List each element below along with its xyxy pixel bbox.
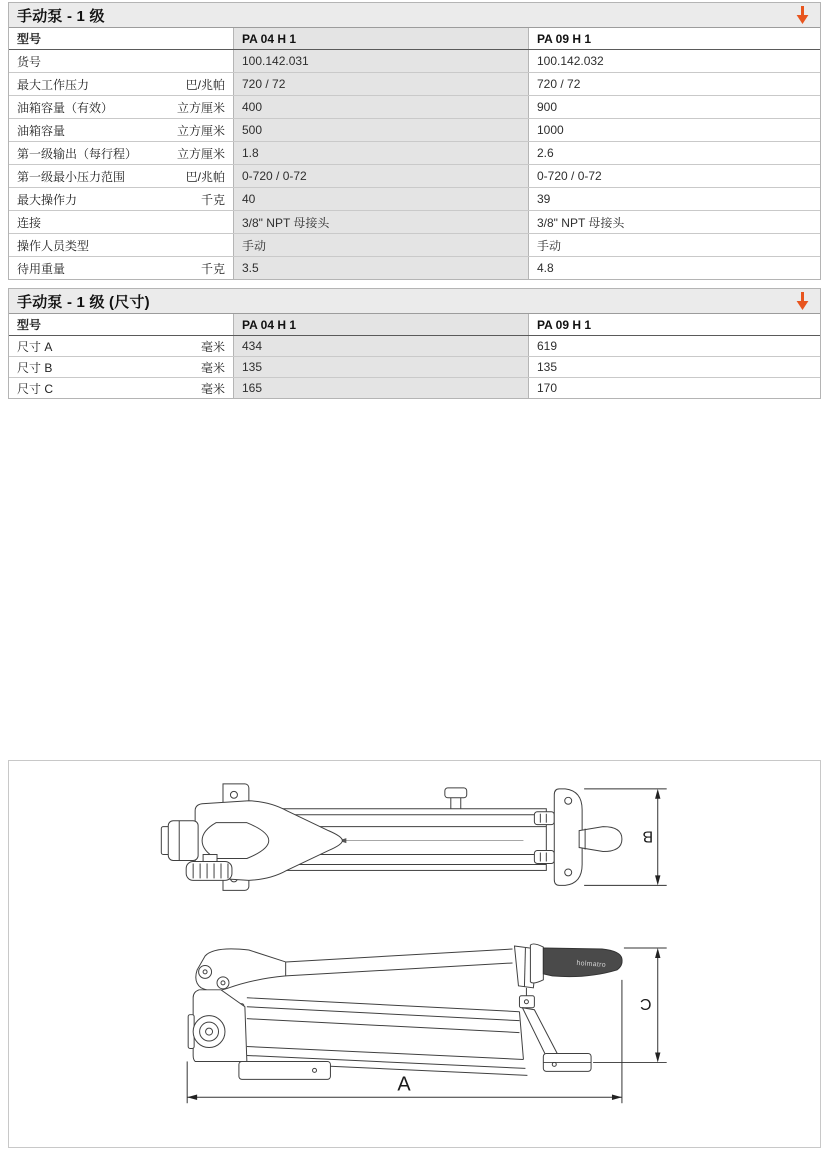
table-header-row (9, 28, 820, 50)
section-header (9, 289, 820, 314)
table-row (9, 378, 820, 398)
spec-value-pa09: 2.6 (537, 146, 554, 160)
spec-label: 油箱容量 (17, 123, 66, 138)
dim-value-pa09: 135 (537, 360, 558, 374)
spec-value-pa09: 720 / 72 (537, 77, 581, 91)
spec-unit: 立方厘米 (176, 123, 225, 138)
table-row (9, 234, 820, 257)
table-row (9, 336, 820, 357)
spec-label: 最大工作压力 (17, 77, 90, 92)
spec-label: 第一级输出（每行程） (17, 146, 138, 161)
table-row (9, 142, 820, 165)
spec-value-pa09: 39 (537, 192, 551, 206)
table-row (9, 165, 820, 188)
pump-side-view (188, 944, 622, 1079)
dim-unit: 毫米 (200, 360, 225, 375)
dim-value-pa04: 165 (233, 378, 529, 398)
dim-unit: 毫米 (200, 339, 225, 354)
dim-value-pa04: 135 (233, 357, 529, 377)
dimension-c-label: C (640, 994, 652, 1012)
spec-value-pa09: 手动 (537, 238, 562, 253)
table-row (9, 257, 820, 279)
spec-unit: 千克 (200, 192, 225, 207)
technical-drawing-panel (8, 760, 821, 1148)
spec-label: 最大操作力 (17, 192, 78, 207)
spec-value-pa04: 40 (233, 188, 529, 210)
spec-label: 操作人员类型 (17, 238, 90, 253)
table-row (9, 211, 820, 234)
spec-unit: 巴/兆帕 (185, 169, 225, 184)
header-model-pa09: PA 09 H 1 (537, 31, 592, 46)
dim-value-pa09: 170 (537, 381, 558, 395)
dim-label: 尺寸 C (17, 381, 54, 396)
table-row (9, 50, 820, 73)
down-arrow-icon (795, 5, 810, 25)
spec-unit: 立方厘米 (176, 146, 225, 161)
dimensions-table (8, 288, 821, 399)
spec-value-pa09: 0-720 / 0-72 (537, 169, 602, 183)
spec-value-pa09: 100.142.032 (537, 54, 604, 68)
section-header (9, 3, 820, 28)
spec-value-pa09: 4.8 (537, 261, 554, 275)
dim-value-pa04: 434 (233, 336, 529, 356)
table-row (9, 73, 820, 96)
spec-value-pa09: 3/8" NPT 母接头 (537, 215, 625, 230)
dim-unit: 毫米 (200, 381, 225, 396)
spec-value-pa04: 720 / 72 (233, 73, 529, 95)
spec-label: 第一级最小压力范围 (17, 169, 126, 184)
brand-logo-text: holmatro (576, 959, 607, 969)
spec-label: 货号 (17, 54, 42, 69)
dim-label: 尺寸 B (17, 360, 53, 375)
dim-value-pa09: 619 (537, 339, 558, 353)
header-model-pa04: PA 04 H 1 (233, 28, 529, 49)
dim-label: 尺寸 A (17, 339, 53, 354)
spec-value-pa09: 900 (537, 100, 558, 114)
spec-label: 油箱容量（有效） (17, 100, 114, 115)
dimension-a-label: A (397, 1073, 411, 1096)
section-title: 手动泵 - 1 级 (17, 7, 105, 25)
spec-label: 待用重量 (17, 261, 66, 276)
spec-value-pa04: 500 (233, 119, 529, 141)
spec-unit: 千克 (200, 261, 225, 276)
spec-value-pa04: 3.5 (233, 257, 529, 279)
table-row (9, 119, 820, 142)
spec-unit: 巴/兆帕 (185, 77, 225, 92)
down-arrow-icon (795, 291, 810, 311)
spec-value-pa09: 1000 (537, 123, 564, 137)
spec-value-pa04: 100.142.031 (233, 50, 529, 72)
spec-value-pa04: 手动 (233, 234, 529, 256)
table-row (9, 96, 820, 119)
header-model-pa04: PA 04 H 1 (233, 314, 529, 335)
pump-technical-drawing (9, 761, 820, 1147)
table-row (9, 357, 820, 378)
spec-unit: 立方厘米 (176, 100, 225, 115)
spec-table (8, 2, 821, 280)
header-model-pa09: PA 09 H 1 (537, 317, 592, 332)
spec-value-pa04: 0-720 / 0-72 (233, 165, 529, 187)
header-label: 型号 (17, 318, 42, 332)
spec-value-pa04: 3/8" NPT 母接头 (233, 211, 529, 233)
spec-value-pa04: 400 (233, 96, 529, 118)
spec-label: 连接 (17, 215, 42, 230)
table-row (9, 188, 820, 211)
table-header-row (9, 314, 820, 336)
dimension-b-label: B (642, 827, 654, 845)
header-label: 型号 (17, 32, 42, 46)
pump-top-view (161, 784, 622, 890)
spec-value-pa04: 1.8 (233, 142, 529, 164)
section-title: 手动泵 - 1 级 (尺寸) (17, 293, 150, 311)
